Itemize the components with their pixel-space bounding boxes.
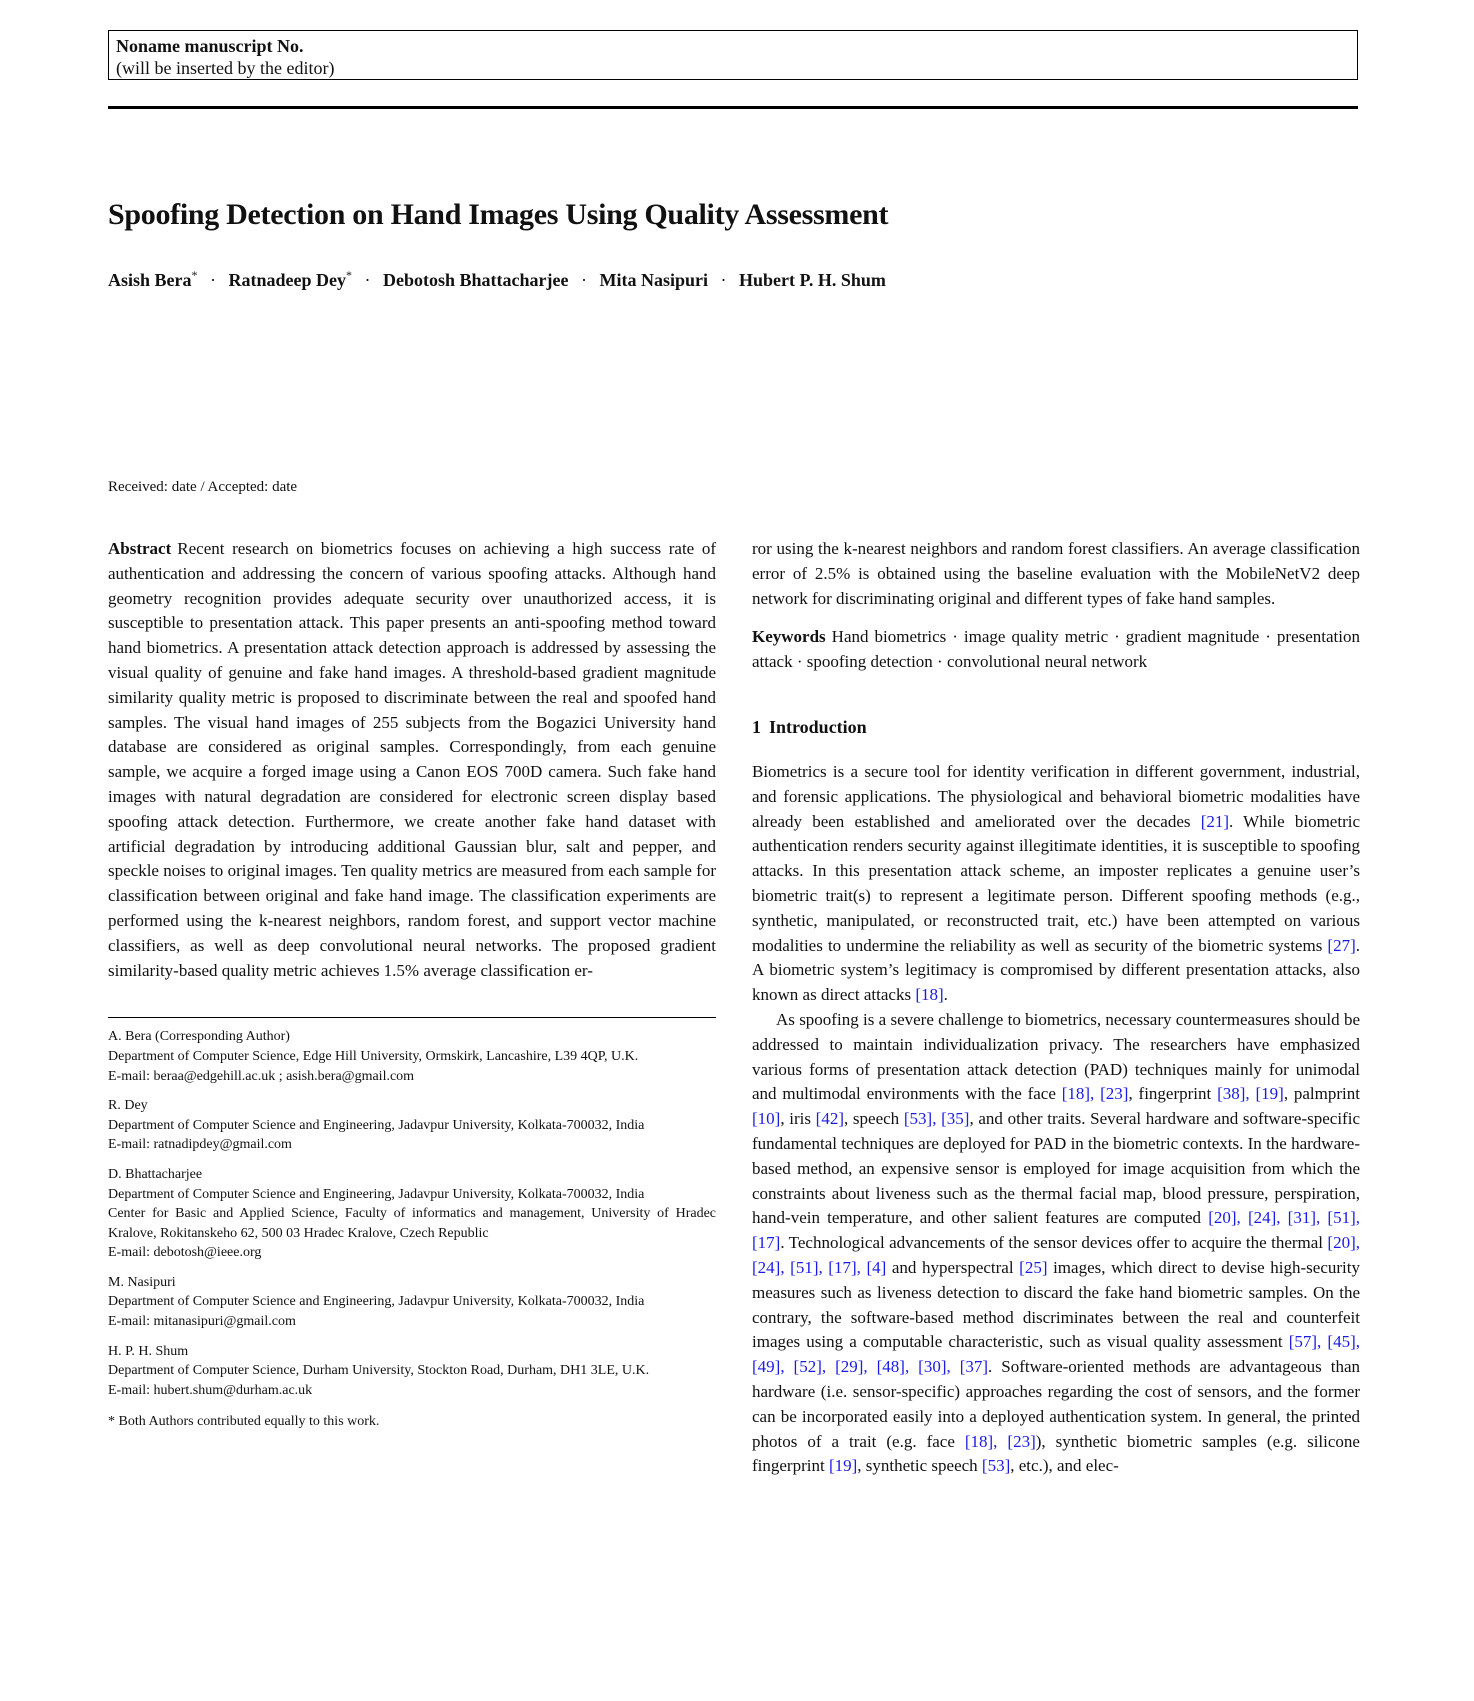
left-column	[108, 537, 716, 1432]
paragraph-text: , and other traits. Several hardware and software-specific fundamental techniques are deployed for PAD in the biometric contexts. In the hardware-based method, an expensive sensor is employed for image acquisition from which the constraints about liveness such as the thermal facial map, blood pressure, perspiration, hand-vein temperature, and other salient features are computed	[752, 1109, 1360, 1228]
paragraph-text: .	[943, 985, 948, 1005]
author-separator: ·	[210, 270, 217, 290]
citation-link[interactable]: [19]	[828, 1456, 858, 1476]
abstract-continuation: ror using the k-nearest neighbors and random forest classifiers. An average classification error of 2.5% is obtained using the baseline evaluation with the MobileNetV2 deep network for discriminating original and different types of fake hand samples.	[752, 539, 1360, 608]
citation-link[interactable]: [53]	[981, 1456, 1011, 1476]
paragraph-text: . While biometric authentication renders security against illegitimate identities, it is susceptible to spoofing attacks. In this presentation attack scheme, an imposter replicates a genuine user’s biometric trait(s) to represent a legitimate person. Different spoofing methods (e.g., synthetic, manipulated, or reconstructed trait, etc.) have been attempted on various modalities to undermine the reliability as well as security of the biometric systems	[752, 811, 1361, 955]
received-date: Received: date / Accepted: date	[108, 479, 298, 495]
affiliation-line: R. Dey	[108, 1098, 148, 1114]
affiliation-line: Department of Computer Science and Engineering, Jadavpur University, Kolkata-700032, India	[108, 1294, 645, 1310]
abstract-label: Abstract	[108, 539, 172, 558]
keywords-text: Hand biometrics · image quality metric · gradient magnitude · presentation attack · spoofing detection · convolutional neural network	[752, 627, 1360, 672]
section-heading	[752, 717, 1360, 738]
affiliation-line: E-mail: mitanasipuri@gmail.com	[108, 1314, 296, 1330]
affiliation-list	[108, 1027, 716, 1400]
affiliation-block	[108, 1342, 716, 1401]
author-mark: *	[191, 268, 198, 282]
section-number: 1	[752, 716, 761, 737]
author-name: Debotosh Bhattacharjee	[383, 270, 569, 290]
intro-paragraph	[752, 1008, 1360, 1479]
equal-contribution-note: * Both Authors contributed equally to this work.	[108, 1414, 380, 1430]
intro-paragraph	[752, 760, 1360, 1008]
author-mark: *	[346, 268, 353, 282]
author-name: Mita Nasipuri	[599, 270, 709, 290]
manuscript-number: Noname manuscript No.	[116, 36, 304, 56]
affiliation-line: E-mail: beraa@edgehill.ac.uk ; asish.bera@gmail.com	[108, 1068, 415, 1084]
introduction-body	[752, 760, 1360, 1479]
author-name: Asish Bera	[108, 270, 192, 290]
editor-note: (will be inserted by the editor)	[116, 58, 335, 78]
affiliation-line: Center for Basic and Applied Science, Faculty of informatics and management, University of Hradec Kralove, Rokitanskeho 62, 500 03 Hradec Kralove, Czech Republic	[108, 1206, 716, 1241]
citation-link[interactable]: [42]	[815, 1109, 844, 1129]
author-name: Ratnadeep Dey	[228, 270, 347, 290]
citation-link[interactable]: [20], [24], [31], [51], [17]	[752, 1208, 1360, 1253]
affiliation-line: Department of Computer Science, Edge Hill University, Ormskirk, Lancashire, L39 4QP, U.K.	[108, 1048, 639, 1064]
paragraph-text: , palmprint	[1283, 1084, 1360, 1104]
affiliation-line: Department of Computer Science and Engineering, Jadavpur University, Kolkata-700032, India	[108, 1186, 645, 1202]
paragraph-text: ), synthetic biometric samples (e.g. silicone fingerprint	[752, 1431, 1360, 1476]
author-separator: ·	[581, 270, 587, 290]
section-title: Introduction	[769, 716, 867, 737]
abstract-paragraph	[108, 537, 716, 983]
author-separator: ·	[720, 270, 727, 290]
citation-link[interactable]: [38], [19]	[1217, 1084, 1284, 1104]
author-name: Hubert P. H. Shum	[739, 270, 886, 290]
paper-title: Spoofing Detection on Hand Images Using Quality Assessment	[108, 198, 889, 231]
citation-link[interactable]: [25]	[1019, 1257, 1048, 1277]
keywords-label: Keywords	[752, 627, 826, 647]
affiliation-line: D. Bhattacharjee	[108, 1166, 203, 1182]
affiliation-line: M. Nasipuri	[108, 1274, 176, 1290]
author-separator: ·	[364, 270, 371, 290]
paragraph-text: Biometrics is a secure tool for identity verification in different government, industrial, and forensic applications. The physiological and behavioral biometric modalities have already been established and ameliorated over the decades	[752, 761, 1360, 831]
paragraph-text: As spoofing is a severe challenge to biometrics, necessary countermeasures should be addressed to maintain individualization privacy. The researchers have emphasized various forms of presentation attack detection (PAD) techniques mainly for unimodal and multimodal environments with the face	[752, 1009, 1360, 1104]
affiliation-line: Department of Computer Science, Durham University, Stockton Road, Durham, DH1 3LE, U.K.	[108, 1363, 650, 1379]
header-rule	[108, 106, 1358, 109]
affiliation-line: E-mail: ratnadipdey@gmail.com	[108, 1137, 292, 1153]
right-column	[752, 537, 1360, 1479]
paragraph-text: , fingerprint	[1128, 1084, 1218, 1104]
paragraph-text: . Technological advancements of the sensor devices offer to acquire the thermal	[780, 1233, 1328, 1253]
citation-link[interactable]: [20], [24], [51], [17], [4]	[752, 1233, 1360, 1277]
keywords-paragraph	[752, 625, 1360, 675]
citation-link[interactable]: [53], [35]	[903, 1109, 970, 1129]
paragraph-text: , iris	[780, 1109, 816, 1129]
affiliation-block	[108, 1165, 716, 1263]
affiliation-line: E-mail: hubert.shum@durham.ac.uk	[108, 1382, 313, 1398]
citation-link[interactable]: [18]	[915, 985, 944, 1005]
affiliation-block	[108, 1027, 716, 1086]
author-list	[108, 268, 886, 291]
abstract-text: Recent research on biometrics focuses on achieving a high success rate of authentication and addressing the concern of various spoofing attacks. Although hand geometry recognition provides adequate security over unauthorized access, it is susceptible to presentation attack. This paper presents an anti-spoofing method toward hand biometrics. A presentation attack detection approach is addressed by assessing the visual quality of genuine and fake hand images. A threshold-based gradient magnitude similarity quality metric is proposed to discriminate between the real and spoofed hand samples. The visual hand images of 255 subjects from the Bogazici University hand database are considered as original samples. Correspondingly, from each genuine sample, we acquire a forged image using a Canon EOS 700D camera. Such fake hand images with natural degradation are considered for electronic screen display based spoofing attack detection. Furthermore, we create another fake hand dataset with artificial degradation by introducing additional Gaussian blur, salt and pepper, and speckle noises to original images. Ten quality metrics are measured from each sample for classification between original and fake hand image. The classification experiments are performed using the k-nearest neighbors, random forest, and support vector machine classifiers, as well as deep convolutional neural networks. The proposed gradient similarity-based quality metric achieves 1.5% average classification er-	[108, 539, 716, 980]
paragraph-text: and hyperspectral	[886, 1257, 1020, 1277]
citation-link[interactable]: [27]	[1327, 935, 1356, 955]
affiliation-line: A. Bera (Corresponding Author)	[108, 1029, 290, 1045]
paragraph-text: , etc.), and elec-	[1010, 1456, 1119, 1476]
paragraph-text: , speech	[844, 1109, 904, 1129]
citation-link[interactable]: [18], [23]	[1061, 1084, 1129, 1104]
paragraph-text: . Software-oriented methods are advantageous than hardware (i.e. sensor-specific) approaches regarding the cost of sensors, and the former can be incorporated easily into a deployed authentication system. In general, the printed photos of a trait (e.g. face	[752, 1357, 1360, 1451]
paragraph-text: images, which direct to devise high-security measures such as liveness detection to discard the fake hand biometric samples. On the contrary, the software-based method discriminates between the real and counterfeit images using a computable characteristic, such as visual quality assessment	[752, 1257, 1360, 1352]
affiliation-block	[108, 1273, 716, 1332]
paragraph-text: , synthetic speech	[857, 1456, 982, 1476]
citation-link[interactable]: [21]	[1200, 811, 1230, 831]
affiliation-line: H. P. H. Shum	[108, 1343, 189, 1359]
citation-link[interactable]: [18], [23]	[964, 1431, 1036, 1451]
affiliation-line: E-mail: debotosh@ieee.org	[108, 1245, 262, 1261]
citation-link[interactable]: [57], [45], [49], [52], [29], [48], [30], [37]	[752, 1332, 1360, 1377]
affiliation-line: Department of Computer Science and Engineering, Jadavpur University, Kolkata-700032, India	[108, 1117, 645, 1133]
affiliation-block	[108, 1096, 716, 1155]
manuscript-box	[108, 30, 1358, 80]
paragraph-text: . A biometric system’s legitimacy is compromised by different presentation attacks, also known as direct attacks	[752, 935, 1360, 1005]
citation-link[interactable]: [10]	[752, 1109, 781, 1129]
